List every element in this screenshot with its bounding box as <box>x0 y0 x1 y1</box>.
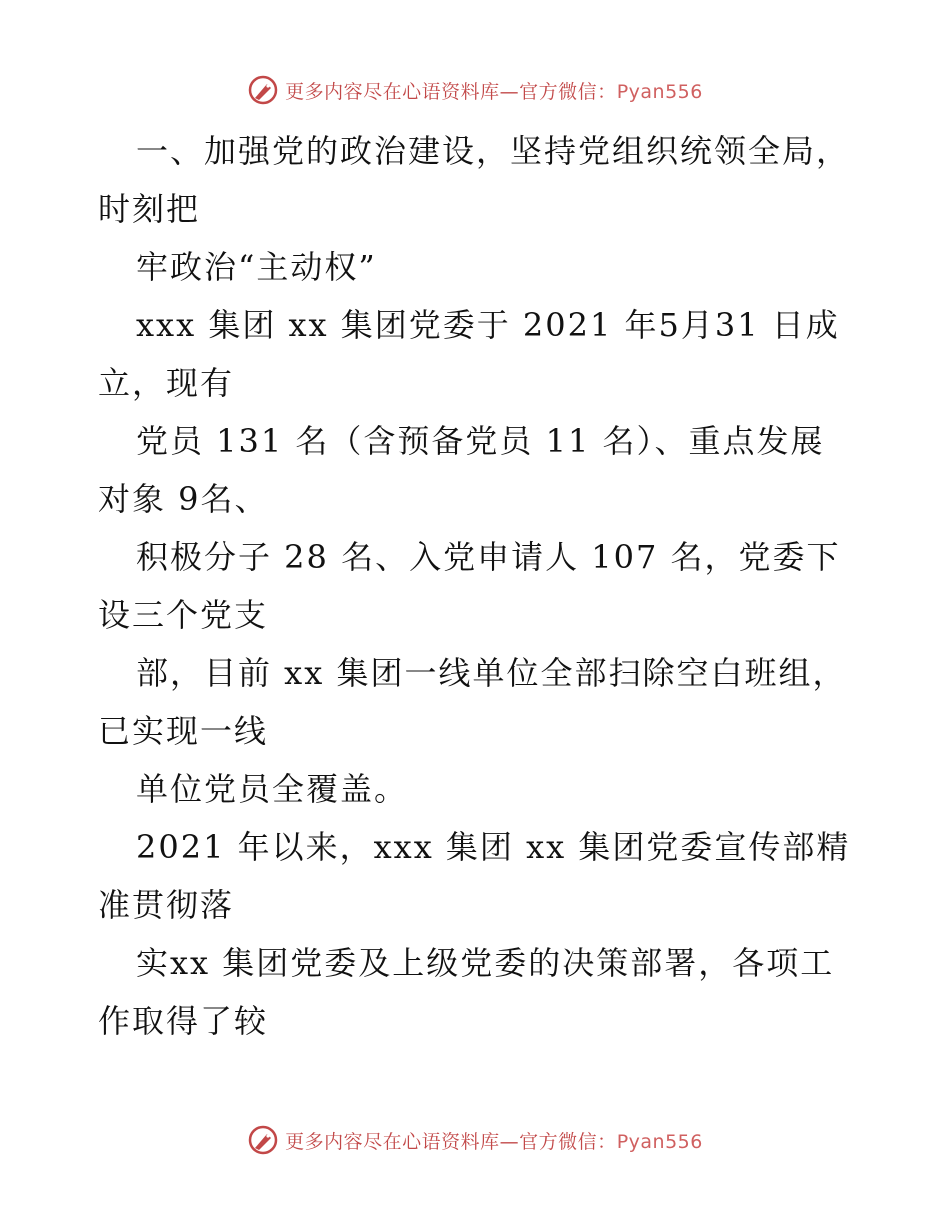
doc-line: 已实现一线 <box>98 712 269 750</box>
doc-line: 实xx 集团党委及上级党委的决策部署，各项工 <box>136 944 835 982</box>
doc-line: 时刻把 <box>98 190 201 228</box>
watermark-wechat-id: Pyan556 <box>616 1130 703 1153</box>
doc-line: 设三个党支 <box>98 596 269 634</box>
doc-line: 立，现有 <box>98 364 235 402</box>
doc-line: 2021 年以来，xxx 集团 xx 集团党委宣传部精 <box>136 828 851 866</box>
watermark-main: 更多内容尽在心语资料库 <box>285 80 500 103</box>
doc-line: 对象 9名、 <box>98 480 269 518</box>
pen-nib-circle-icon <box>247 1124 279 1156</box>
header-watermark <box>0 70 950 110</box>
watermark-main: 更多内容尽在心语资料库 <box>285 1130 500 1153</box>
watermark-sub: 官方微信： <box>519 1130 617 1153</box>
doc-line: 牢政治“主动权” <box>136 248 377 286</box>
doc-line: 单位党员全覆盖。 <box>136 770 409 808</box>
doc-line: 党员 131 名（含预备党员 11 名）、重点发展 <box>136 422 825 460</box>
document-body <box>98 122 851 1050</box>
doc-line: 部，目前 xx 集团一线单位全部扫除空白班组， <box>136 654 847 692</box>
doc-line: 准贯彻落 <box>98 886 235 924</box>
watermark-separator: — <box>499 80 520 103</box>
footer-watermark <box>0 1120 950 1160</box>
doc-line: 积极分子 28 名、入党申请人 107 名，党委下 <box>136 538 841 576</box>
doc-line: 一、加强党的政治建设，坚持党组织统领全局， <box>136 132 851 170</box>
doc-line: xxx 集团 xx 集团党委于 2021 年5月31 日成 <box>136 306 840 344</box>
watermark-text <box>285 1127 703 1154</box>
watermark-sub: 官方微信： <box>519 80 617 103</box>
watermark-separator: — <box>499 1130 520 1153</box>
pen-nib-circle-icon <box>247 74 279 106</box>
doc-line: 作取得了较 <box>98 1002 269 1040</box>
watermark-wechat-id: Pyan556 <box>616 80 703 103</box>
watermark-text <box>285 77 703 104</box>
